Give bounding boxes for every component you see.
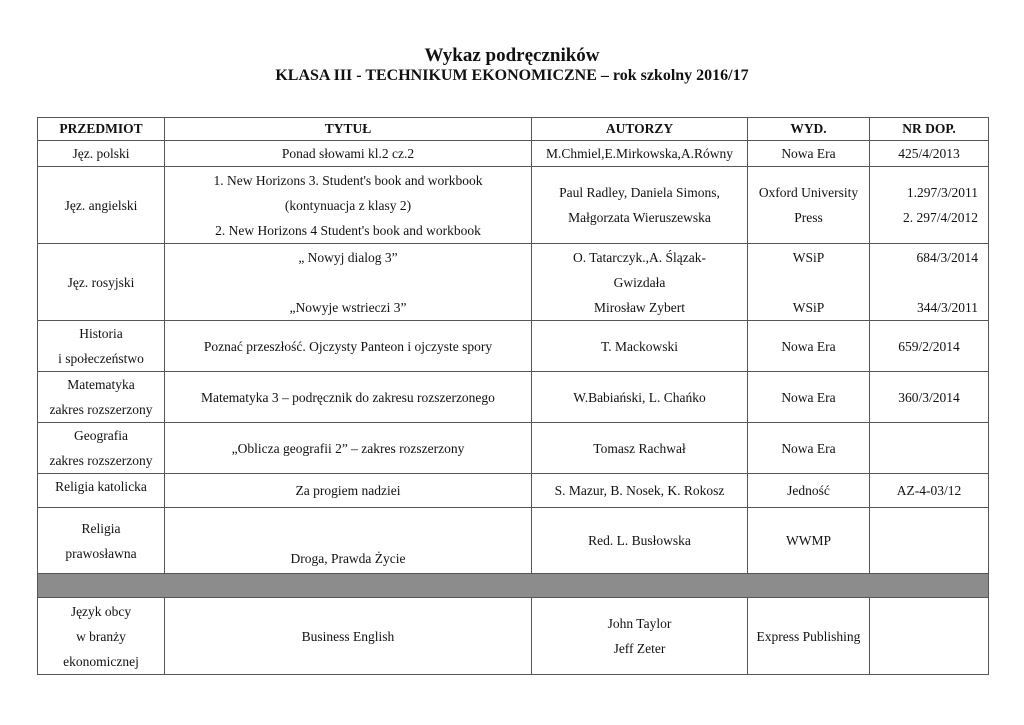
cell-wyd [748,474,870,508]
cell-autorzy [532,423,748,474]
table-row [38,321,989,372]
cell-text: prawosławna [65,545,137,561]
cell-text: Małgorzata Wieruszewska [568,210,711,225]
document-subtitle: KLASA III - TECHNIKUM EKONOMICZNE – rok szkolny 2016/17 [275,67,749,84]
cell-text: Oxford University [758,185,859,200]
table-row [38,244,989,321]
cell-text: Poznać przeszłość. Ojczysty Panteon i ojczyste spory [203,338,493,354]
cell-przedmiot [38,474,165,508]
cell-autorzy [532,321,748,372]
cell-text: Jeff Zeter [613,641,666,656]
cell-tytul [165,321,532,372]
cell-nr [870,321,989,372]
cell-nr [870,598,989,675]
cell-text: 2. 297/4/2012 [902,210,978,225]
cell-text: Nowa Era [781,440,836,456]
cell-text: 360/3/2014 [898,389,960,405]
cell-text: Jęz. polski [72,146,130,161]
cell-tytul [165,508,532,574]
cell-tytul [165,372,532,423]
cell-text: AZ-4-03/12 [896,483,962,498]
cell-text: Język obcy [70,603,132,619]
cell-text: Mirosław Zybert [593,299,686,315]
table-row [38,372,989,423]
cell-text: 1. New Horizons 3. Student's book and workbook [213,172,483,188]
cell-text: zakres rozszerzony [49,402,153,417]
cell-autorzy [532,167,748,244]
table-row [38,508,989,574]
table-row [38,423,989,474]
separator-cell [38,574,989,598]
cell-text: Express Publishing [756,628,861,644]
header-tytul: TYTUŁ [165,118,532,141]
cell-wyd [748,167,870,244]
cell-text: „Oblicza geografii 2” – zakres rozszerzony [231,440,465,456]
cell-text: Religia [81,520,121,536]
textbook-table [37,117,989,675]
cell-text: i społeczeństwo [58,351,144,366]
cell-text: M.Chmiel,E.Mirkowska,A.Równy [545,146,734,161]
cell-text: 344/3/2011 [916,299,978,315]
cell-wyd [748,321,870,372]
cell-autorzy [532,508,748,574]
cell-text: Matematyka [67,377,135,392]
cell-text: Red. L. Busłowska [588,533,691,548]
cell-text: Paul Radley, Daniela Simons, [559,185,720,200]
cell-text: Droga, Prawda Życie [290,551,406,566]
cell-tytul [165,167,532,244]
cell-text: Ponad słowami kl.2 cz.2 [281,146,415,161]
cell-text: WWMP [786,533,831,548]
cell-autorzy [532,244,748,321]
header-przedmiot: PRZEDMIOT [38,118,165,141]
cell-text: w branży [76,628,126,644]
cell-nr [870,423,989,474]
cell-przedmiot [38,321,165,372]
cell-wyd [748,372,870,423]
separator-row [38,574,989,598]
document-title: Wykaz podręczników [424,45,600,66]
cell-nr [870,474,989,508]
cell-text: Nowa Era [781,146,836,161]
cell-nr [870,372,989,423]
cell-autorzy [532,474,748,508]
cell-text: John Taylor [607,616,672,631]
cell-text: zakres rozszerzony [49,453,153,468]
cell-text: Nowa Era [781,338,836,354]
cell-text: T. Mackowski [601,338,678,354]
cell-wyd [748,508,870,574]
cell-wyd [748,423,870,474]
cell-text: O. Tatarczyk.,A. Ślązak- [572,249,706,265]
cell-text: WSiP [792,299,825,315]
cell-text: Business English [301,628,395,644]
cell-text: Jęz. angielski [64,197,138,213]
cell-text: Historia [79,326,123,341]
table-header-row [38,118,989,141]
table-row [38,474,989,508]
cell-text: Press [794,210,823,225]
table-row [38,167,989,244]
cell-text: 1.297/3/2011 [906,185,978,200]
header-nr: NR DOP. [870,118,989,141]
cell-nr [870,167,989,244]
cell-przedmiot [38,167,165,244]
cell-text: Tomasz Rachwał [593,440,686,456]
cell-przedmiot [38,244,165,321]
table-row [38,598,989,675]
cell-nr [870,508,989,574]
cell-text: Jęz. rosyjski [67,274,135,290]
cell-wyd [748,244,870,321]
cell-text: 425/4/2013 [898,146,960,161]
cell-text: WSiP [792,249,825,265]
cell-text: Gwizdała [613,274,666,290]
cell-text: 684/3/2014 [916,249,978,265]
cell-text: Jedność [787,483,830,498]
cell-przedmiot [38,508,165,574]
cell-tytul [165,474,532,508]
cell-tytul [165,598,532,675]
cell-nr [870,141,989,167]
cell-text: Matematyka 3 – podręcznik do zakresu rozszerzonego [201,389,495,405]
cell-tytul [165,244,532,321]
cell-przedmiot [38,372,165,423]
cell-nr [870,244,989,321]
cell-text: Geografia [74,428,128,443]
cell-text: (kontynuacja z klasy 2) [284,197,412,213]
cell-autorzy [532,141,748,167]
cell-wyd [748,598,870,675]
cell-autorzy [532,598,748,675]
cell-text: Za progiem nadziei [295,483,401,498]
cell-text: Religia katolicka [55,479,147,494]
cell-text: „ Nowyj dialog 3” [298,249,398,265]
cell-text: W.Babiański, L. Chańko [573,389,706,405]
cell-text: „Nowyje wstrieczi 3” [289,299,407,315]
cell-przedmiot [38,598,165,675]
cell-text: ekonomicznej [63,653,139,669]
cell-autorzy [532,372,748,423]
cell-tytul [165,141,532,167]
cell-przedmiot [38,141,165,167]
cell-text: 659/2/2014 [898,338,960,354]
cell-wyd [748,141,870,167]
cell-przedmiot [38,423,165,474]
header-autorzy: AUTORZY [532,118,748,141]
cell-text: S. Mazur, B. Nosek, K. Rokosz [554,483,725,498]
table-row [38,141,989,167]
header-wyd: WYD. [748,118,870,141]
cell-text: Nowa Era [781,389,836,405]
cell-tytul [165,423,532,474]
cell-text: 2. New Horizons 4 Student's book and workbook [215,222,481,238]
